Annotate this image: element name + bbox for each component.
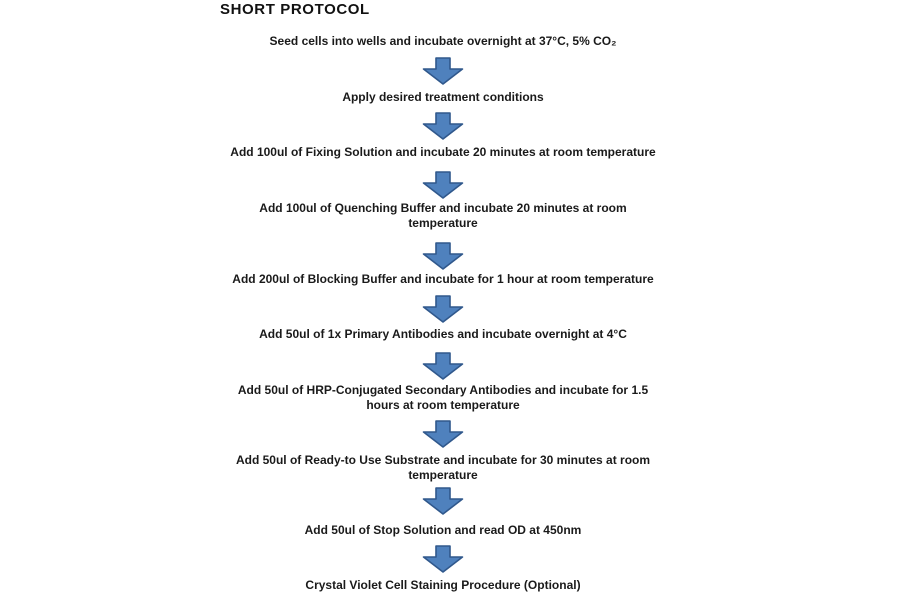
step-text-line: Seed cells into wells and incubate overnight at 37°C, 5% CO₂ <box>269 34 617 48</box>
step-text <box>143 272 743 287</box>
arrow-down-icon <box>422 57 464 85</box>
step-text-line: Crystal Violet Cell Staining Procedure (Optional) <box>305 578 581 592</box>
step-text-line: Add 100ul of Quenching Buffer and incubate 20 minutes at room <box>259 201 627 215</box>
step-text <box>143 523 743 538</box>
step-text-line: Add 50ul of Stop Solution and read OD at 450nm <box>304 523 582 537</box>
page-title: SHORT PROTOCOL <box>220 1 370 18</box>
step-text-line: Add 200ul of Blocking Buffer and incubate for 1 hour at room temperature <box>232 272 654 286</box>
step-text-line: temperature <box>408 215 478 230</box>
arrow-down-icon <box>422 420 464 448</box>
arrow-down-icon <box>422 171 464 199</box>
arrow-down-icon <box>422 295 464 323</box>
arrow-down-icon <box>422 487 464 515</box>
arrow-down-icon <box>422 112 464 140</box>
arrow-down-icon <box>422 352 464 380</box>
step-text <box>143 201 743 230</box>
step-text-line: temperature <box>408 467 478 482</box>
step-text <box>143 90 743 105</box>
step-text <box>143 34 743 49</box>
step-text-line: Apply desired treatment conditions <box>342 90 544 104</box>
step-text-line: Add 50ul of Ready-to Use Substrate and incubate for 30 minutes at room <box>235 453 651 467</box>
step-text-line: Add 100ul of Fixing Solution and incubate 20 minutes at room temperature <box>230 145 656 159</box>
step-text <box>143 383 743 412</box>
step-text-line: hours at room temperature <box>366 397 520 412</box>
step-text <box>143 578 743 593</box>
step-text-line: Add 50ul of 1x Primary Antibodies and incubate overnight at 4°C <box>259 327 627 341</box>
step-text <box>143 145 743 160</box>
arrow-down-icon <box>422 545 464 573</box>
arrow-down-icon <box>422 242 464 270</box>
step-text-line: Add 50ul of HRP-Conjugated Secondary Antibodies and incubate for 1.5 <box>237 383 649 397</box>
step-text <box>143 453 743 482</box>
step-text <box>143 327 743 342</box>
